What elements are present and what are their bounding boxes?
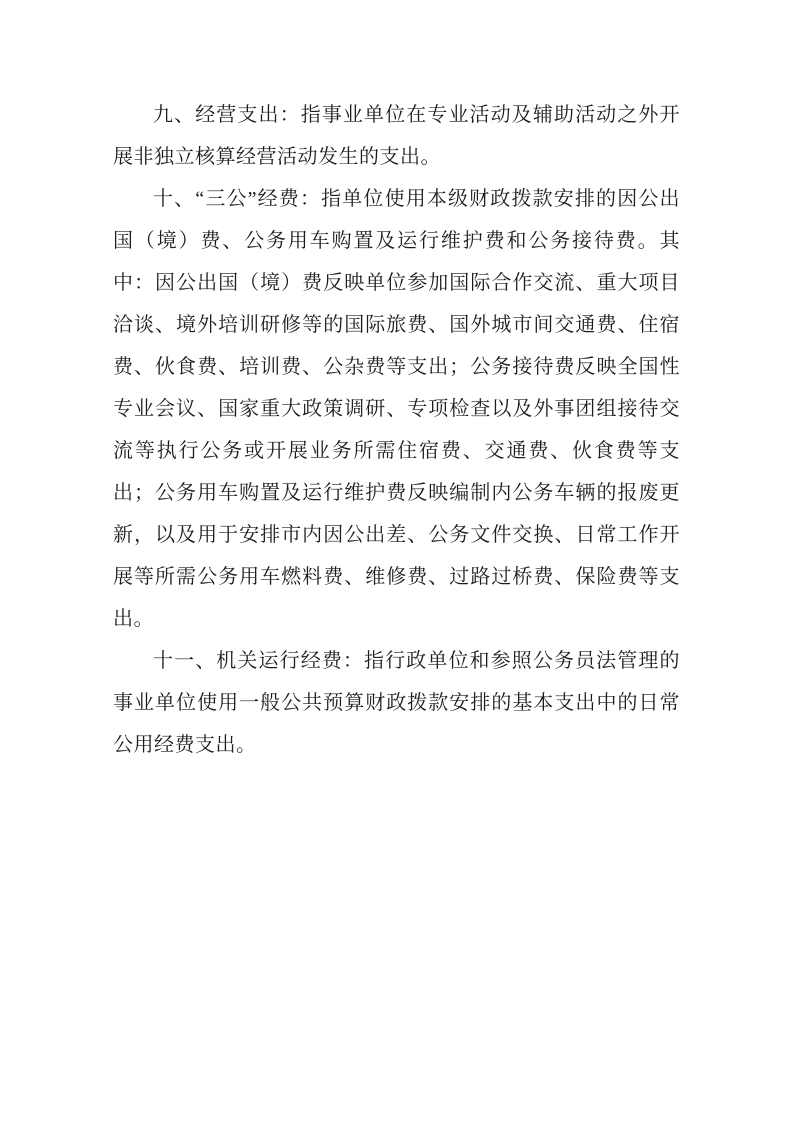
paragraph-11-agency-operating-costs: 十一、机关运行经费：指行政单位和参照公务员法管理的事业单位使用一般公共预算财政拨款安排的基本支出中的日常公用经费支出。	[113, 650, 680, 756]
paragraph-10-three-public-funds: 十、“三公”经费：指单位使用本级财政拨款安排的因公出国（境）费、公务用车购置及运行维护费和公务接待费。其中：因公出国（境）费反映单位参加国际合作交流、重大项目洽谈、境外培训研修等的国际旅费、国外城市间交通费、住宿费、伙食费、培训费、公杂费等支出；公务接待费反映全国性专业会议、国家重大政策调研、专项检查以及外事团组接待交流等执行公务或开展业务所需住宿费、交通费、伙食费等支出；公务用车购置及运行维护费反映编制内公务车辆的报废更新，以及用于安排市内因公出差、公务文件交换、日常工作开展等所需公务用车燃料费、维修费、过路过桥费、保险费等支出。	[113, 188, 680, 630]
paragraph-9-operating-expenses: 九、经营支出：指事业单位在专业活动及辅助活动之外开展非独立核算经营活动发生的支出。	[113, 104, 680, 168]
